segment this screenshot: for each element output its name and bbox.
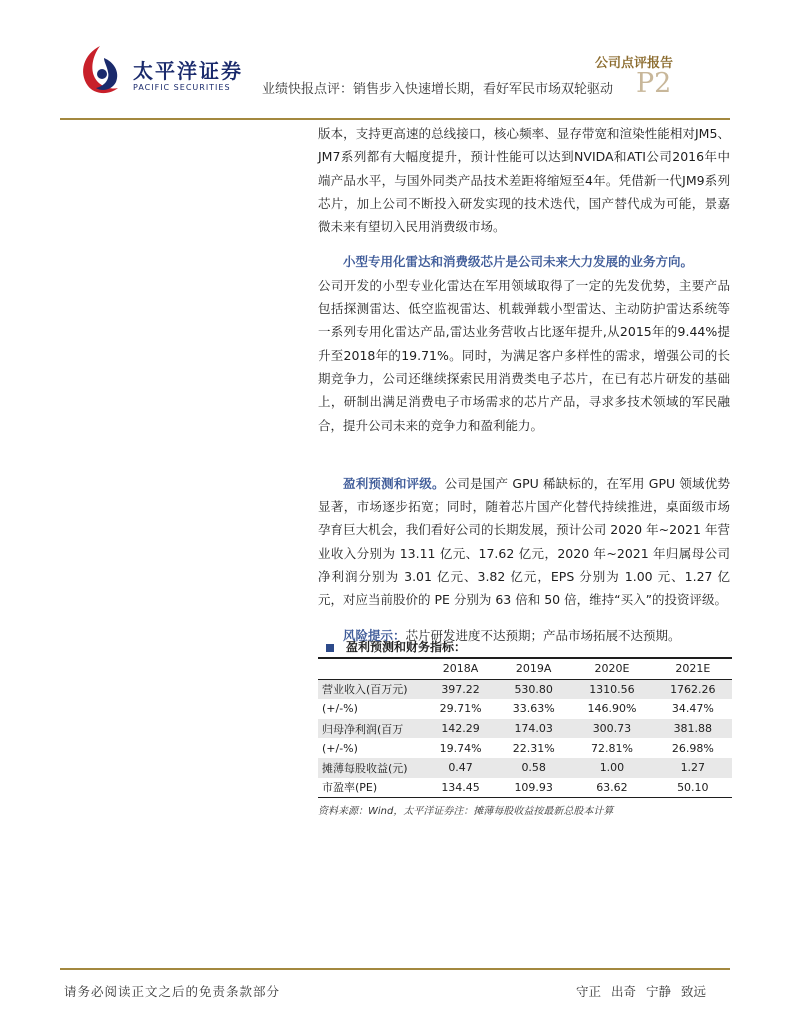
table-cell: 0.58 (497, 758, 570, 778)
table-cell: 0.47 (424, 758, 497, 778)
table-cell: 50.10 (654, 778, 732, 798)
table-header-cell: 2018A (424, 659, 497, 679)
table-cell: 381.88 (654, 719, 732, 739)
table-cell: 134.45 (424, 778, 497, 798)
report-type: 公司点评报告 (594, 56, 673, 71)
paragraph-gpu: 版本，支持更高速的总线接口，核心频率、显存带宽和渲染性能相对JM5、JM7系列都有大幅度提升，预计性能可以达到NVIDA和ATI公司2016年中端产品水平，与国外同类产品技术差距将缩短至4年。凭借新一代JM9系列芯片，加上公司不断投入研发实现的技术迭代，国产替代成为可能，景嘉微未来有望切入民用消费级市场。 (318, 126, 730, 235)
motto-word: 致远 (681, 984, 707, 999)
table-row (318, 778, 732, 798)
table-cell: 63.62 (570, 778, 653, 798)
table-cell: 109.93 (497, 778, 570, 798)
table-header-cell: 2021E (654, 659, 732, 679)
table-row (318, 679, 732, 699)
table-cell: 摊薄每股收益(元) (318, 758, 424, 778)
paragraph-radar (318, 250, 730, 436)
motto-word: 宁静 (646, 984, 672, 999)
table-cell: (+/-%) (322, 741, 358, 755)
table-cell: 1762.26 (654, 679, 732, 699)
table-cell: 300.73 (570, 719, 653, 739)
paragraph-forecast-body: 公司是国产 GPU 稀缺标的，在军用 GPU 领域优势显著，市场逐步拓宽；同时，随着芯片国产化替代持续推进，桌面级市场孕育巨大机会，我们看好公司的长期发展，预计公司 2020 年~2021 年营业收入分别为 13.11 亿元、17.62 亿元，2020 年~2021 年归属母公司净利润分别为 3.01 亿元、3.82 亿元，EPS 分别为 1.00 元、1.27 亿元，对应当前股价的 PE 分别为 63 倍和 50 倍，维持“买入”的投资评级。 (318, 475, 730, 608)
table-cell: 33.63% (512, 702, 555, 716)
table-cell: 26.98% (671, 741, 714, 755)
brand-block (133, 60, 243, 92)
paragraph-risk-lead: 风险提示： (343, 627, 406, 643)
table-cell: 146.90% (587, 702, 637, 716)
header-divider (60, 118, 730, 120)
table-title-text: 盈利预测和财务指标： (346, 640, 467, 654)
table-header-cell: 2019A (497, 659, 570, 679)
brand-name-en: PACIFIC SECURITIES (133, 83, 231, 92)
paragraph-forecast-lead: 盈利预测和评级。 (343, 475, 445, 491)
table-header-cell (318, 659, 424, 679)
main-content (318, 122, 730, 647)
financial-table-section (318, 637, 732, 817)
table-row (318, 758, 732, 778)
table-title (318, 637, 732, 659)
brand-name-cn: 太平洋证券 (133, 59, 243, 83)
table-row (318, 738, 732, 758)
table-cell: 142.29 (424, 719, 497, 739)
header-subtitle: 业绩快报点评：销售步入快速增长期，看好军民市场双轮驱动 (262, 82, 614, 97)
paragraph-risk-body: 芯片研发进度不达预期；产品市场拓展不达预期。 (405, 627, 681, 643)
table-cell: (+/-%) (322, 702, 358, 716)
table-row (318, 719, 732, 739)
table-cell: 174.03 (497, 719, 570, 739)
table-source-note: 资料来源：Wind，太平洋证券注：摊薄每股收益按最新总股本计算 (318, 806, 614, 818)
table-cell: 归母净利润(百万 (318, 719, 424, 739)
table-cell: 72.81% (590, 741, 633, 755)
table-cell: 22.31% (512, 741, 555, 755)
table-row (318, 699, 732, 719)
table-cell: 1310.56 (570, 679, 653, 699)
table-cell: 34.47% (671, 702, 714, 716)
table-header-row (318, 659, 732, 679)
square-bullet-icon (326, 644, 334, 652)
table-cell: 1.00 (570, 758, 653, 778)
table-cell: 530.80 (497, 679, 570, 699)
table-cell: 29.71% (439, 702, 482, 716)
table-cell: 营业收入(百万元) (318, 679, 424, 699)
motto-word: 守正 (576, 984, 602, 999)
paragraph-forecast (318, 472, 730, 612)
footer-disclaimer: 请务必阅读正文之后的免责条款部分 (64, 984, 281, 999)
footer-divider (60, 968, 730, 970)
page-header (0, 0, 791, 120)
financial-table (318, 659, 732, 798)
table-cell: 市盈率(PE) (318, 778, 424, 798)
paragraph-radar-lead: 小型专用化雷达和消费级芯片是公司未来大力发展的业务方向。 (343, 254, 694, 270)
paragraph-radar-body: 公司开发的小型专业化雷达在军用领域取得了一定的先发优势，主要产品包括探测雷达、低空监视雷达、机载弹载小型雷达、主动防护雷达系统等一系列专用化雷达产品,雷达业务营收占比逐年提升,从2015年的9.44%提升至2018年的19.71%。同时，为满足客户多样性的需求，增强公司的长期竞争力，公司还继续探索民用消费类电子芯片，在已有芯片研发的基础上，研制出满足消费电子市场需求的芯片产品，寻求多技术领域的军民融合，提升公司未来的竞争力和盈利能力。 (318, 277, 730, 433)
page-number: P2 (636, 68, 672, 99)
motto-word: 出奇 (611, 984, 637, 999)
table-cell: 19.74% (439, 741, 482, 755)
pacific-securities-logo (74, 42, 126, 96)
table-cell: 397.22 (424, 679, 497, 699)
table-cell: 1.27 (654, 758, 732, 778)
footer-motto (576, 982, 712, 1000)
table-header-cell: 2020E (570, 659, 653, 679)
